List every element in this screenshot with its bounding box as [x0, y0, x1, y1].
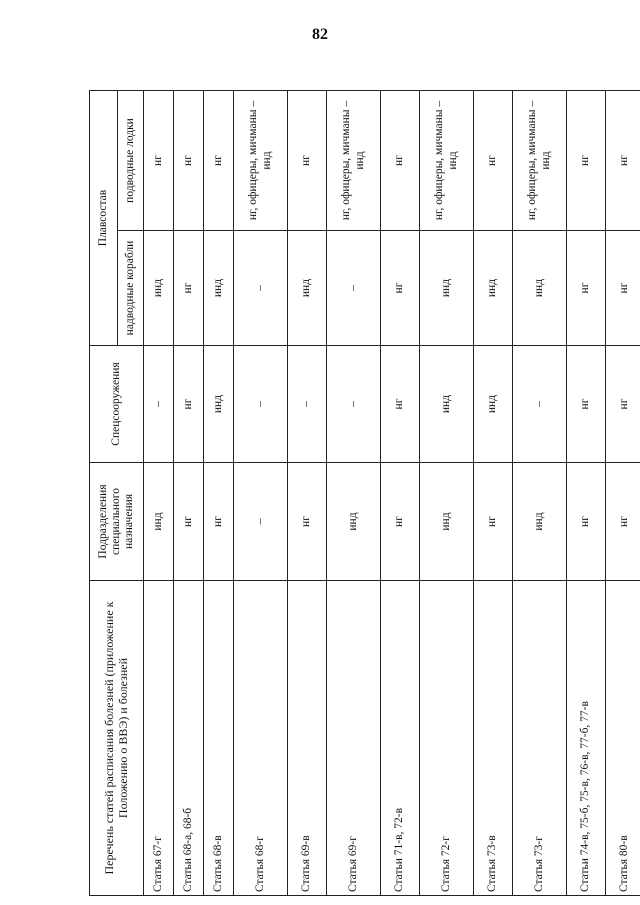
row-surface-ships-cell: инд — [474, 231, 513, 346]
table-body — [144, 91, 640, 896]
row-submarines-cell: нг — [174, 91, 204, 231]
row-submarines-cell: нг, офицеры, мичманы – инд — [420, 91, 474, 231]
row-submarines-cell: нг — [288, 91, 327, 231]
row-special-structures-cell: нг — [381, 346, 420, 463]
row-submarines-cell: нг — [381, 91, 420, 231]
row-special-units-cell: нг — [288, 463, 327, 581]
row-article-cell: Статья 80-в — [606, 581, 640, 896]
row-special-structures-cell: нг — [606, 346, 640, 463]
row-submarines-cell: нг, офицеры, мичманы – инд — [234, 91, 288, 231]
table-row — [381, 91, 420, 896]
row-article-cell: Статья 72-г — [420, 581, 474, 896]
header-special-units: Подразделения специального назначения — [90, 463, 144, 581]
row-special-structures-cell: нг — [174, 346, 204, 463]
row-special-structures-cell: инд — [474, 346, 513, 463]
row-article-cell: Статья 68-в — [204, 581, 234, 896]
row-surface-ships-cell: нг — [174, 231, 204, 346]
header-article-list: Перечень статей расписания болезней (приложение к Положению о ВВЭ) и болезней — [90, 581, 144, 896]
row-article-cell: Статьи 71-в, 72-в — [381, 581, 420, 896]
row-special-units-cell: инд — [420, 463, 474, 581]
row-submarines-cell: нг — [474, 91, 513, 231]
row-special-units-cell: нг — [204, 463, 234, 581]
header-submarines: подводные лодки — [118, 91, 144, 231]
row-surface-ships-cell: – — [327, 231, 381, 346]
table-row — [327, 91, 381, 896]
header-surface-ships: надводные корабли — [118, 231, 144, 346]
row-submarines-cell: нг, офицеры, мичманы – инд — [513, 91, 567, 231]
table-row — [420, 91, 474, 896]
row-special-units-cell: инд — [327, 463, 381, 581]
row-special-units-cell: нг — [381, 463, 420, 581]
row-surface-ships-cell: нг — [567, 231, 606, 346]
row-article-cell: Статья 67-г — [144, 581, 174, 896]
table-row — [606, 91, 640, 896]
row-special-structures-cell: – — [234, 346, 288, 463]
row-surface-ships-cell: инд — [144, 231, 174, 346]
row-special-units-cell: – — [234, 463, 288, 581]
row-surface-ships-cell: нг — [606, 231, 640, 346]
table-row — [288, 91, 327, 896]
rotated-table-wrapper — [89, 91, 631, 896]
row-article-cell: Статья 73-в — [474, 581, 513, 896]
row-special-units-cell: инд — [144, 463, 174, 581]
header-special-structures: Спецсооружения — [90, 346, 144, 463]
row-article-cell: Статья 73-г — [513, 581, 567, 896]
table-row — [234, 91, 288, 896]
row-surface-ships-cell: нг — [381, 231, 420, 346]
row-special-structures-cell: – — [513, 346, 567, 463]
table-row — [567, 91, 606, 896]
row-special-structures-cell: – — [144, 346, 174, 463]
row-surface-ships-cell: инд — [420, 231, 474, 346]
table-row — [204, 91, 234, 896]
row-article-cell: Статьи 74-в, 75-б, 75-в, 76-в, 77-б, 77-в — [567, 581, 606, 896]
row-special-structures-cell: – — [327, 346, 381, 463]
row-surface-ships-cell: – — [234, 231, 288, 346]
row-special-structures-cell: инд — [204, 346, 234, 463]
row-surface-ships-cell: инд — [288, 231, 327, 346]
row-special-units-cell: нг — [567, 463, 606, 581]
row-special-units-cell: нг — [606, 463, 640, 581]
row-submarines-cell: нг — [606, 91, 640, 231]
table-row — [174, 91, 204, 896]
row-special-structures-cell: – — [288, 346, 327, 463]
row-article-cell: Статья 69-г — [327, 581, 381, 896]
row-special-units-cell: инд — [513, 463, 567, 581]
row-submarines-cell: нг — [567, 91, 606, 231]
table-row — [144, 91, 174, 896]
row-article-cell: Статья 69-в — [288, 581, 327, 896]
row-special-structures-cell: инд — [420, 346, 474, 463]
row-special-structures-cell: нг — [567, 346, 606, 463]
page-number: 82 — [312, 26, 328, 43]
table-row — [474, 91, 513, 896]
row-article-cell: Статья 68-г — [234, 581, 288, 896]
row-special-units-cell: нг — [474, 463, 513, 581]
row-submarines-cell: нг — [144, 91, 174, 231]
row-surface-ships-cell: инд — [204, 231, 234, 346]
table-row — [513, 91, 567, 896]
row-article-cell: Статьи 68-а, 68-б — [174, 581, 204, 896]
header-fleet: Плавсостав — [90, 91, 118, 346]
row-submarines-cell: нг — [204, 91, 234, 231]
row-submarines-cell: нг, офицеры, мичманы – инд — [327, 91, 381, 231]
row-surface-ships-cell: инд — [513, 231, 567, 346]
row-special-units-cell: нг — [174, 463, 204, 581]
diseases-table — [89, 90, 640, 896]
